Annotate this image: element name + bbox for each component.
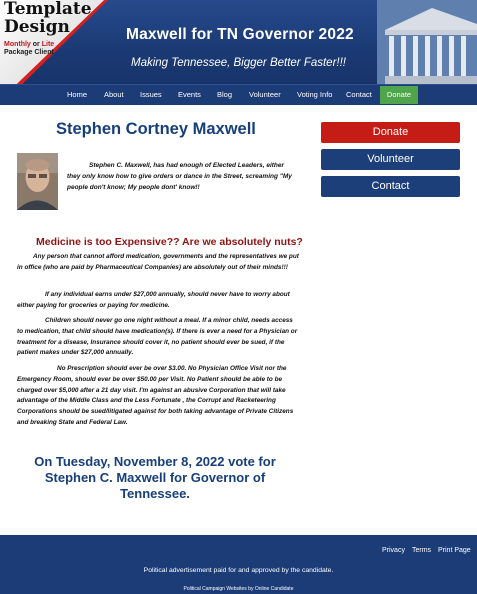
paragraph-3 [17,316,299,359]
intro-text [67,160,299,193]
nav-events[interactable]: Events [178,90,201,99]
page-title: Stephen Cortney Maxwell [56,120,256,138]
candidate-photo [17,153,58,210]
site-title: Maxwell for TN Governor 2022 [126,26,354,43]
footer-disclaimer: Political advertisement paid for and approved by the candidate. [143,567,334,574]
logo-monthly: Monthly [4,41,31,48]
paragraph-2 [17,290,299,312]
footer-privacy-link[interactable]: Privacy [382,547,405,554]
logo-lite: Lite [41,41,55,48]
logo-title[interactable]: Template Design [4,0,92,37]
site-tagline: Making Tennessee, Bigger Better Faster!!! [131,57,346,69]
contact-button[interactable]: Contact [321,176,460,197]
nav-donate-button[interactable]: Donate [380,86,418,104]
paragraph-3-text: Children should never go one night without a meal. If a minor child, needs access to medication, that child should have medication(s). If there is ever a need for a Physician or treatment for a disease, Insurance should cover it, no patient should ever be sued, if the patient makes under $27,000 annually. [17,317,298,357]
nav-blog[interactable]: Blog [217,90,233,99]
site-footer [0,535,477,594]
paragraph-4-text: No Prescription should ever be over $3.00. No Physician Office Visit nor the Emergency Room, should ever be over $50.00 per Visit. No Patient should be able to be charged over $5,000 after a 21 day visit. I'm against an abusive Corporation that will take advantage of the Middle Class and the Less Fortunate , the Corrupt and Racketeering Corporations should be sued/litigated against for both taking advantage of Private Citizens and breaking State and Federal Law. [17,365,294,426]
footer-terms-link[interactable]: Terms [412,547,432,554]
footer-print-link[interactable]: Print Page [438,547,471,554]
logo-package-client: Package Client [4,49,54,56]
nav-home[interactable]: Home [67,90,88,99]
section-heading: Medicine is too Expensive?? Are we absolutely nuts? [36,236,303,248]
nav-volunteer[interactable]: Volunteer [249,90,281,99]
nav-about[interactable]: About [104,90,124,99]
nav-voting-info[interactable]: Voting Info [297,90,333,99]
nav-issues[interactable]: Issues [140,90,162,99]
capitol-building-image [377,0,477,84]
logo-or: or [32,41,40,48]
volunteer-button[interactable]: Volunteer [321,149,460,170]
paragraph-1 [17,252,299,274]
nav-contact[interactable]: Contact [346,90,372,99]
footer-credit-link[interactable]: Political Campaign Websites by Online Candidate [183,586,294,592]
main-nav [0,84,477,105]
intro-body: Stephen C. Maxwell, has had enough of Elected Leaders, either they only know how to give orders or dance in the Street, screaming "My people don't know; My people dont' know!! [67,162,292,191]
paragraph-4 [17,364,299,429]
donate-button[interactable]: Donate [321,122,460,143]
paragraph-2-text: If any individual earns under $27,000 annually, should never have to worry about either paying for groceries or paying for medicine. [17,291,290,309]
site-header [0,0,477,84]
vote-call-to-action: On Tuesday, November 8, 2022 vote for Stephen C. Maxwell for Governor of Tennessee. [34,454,276,501]
paragraph-1-text: Any person that cannot afford medication, governments and the representatives we put in office (who are paid by Pharmaceutical Companies) are absolutely out of their minds!!! [17,253,299,271]
